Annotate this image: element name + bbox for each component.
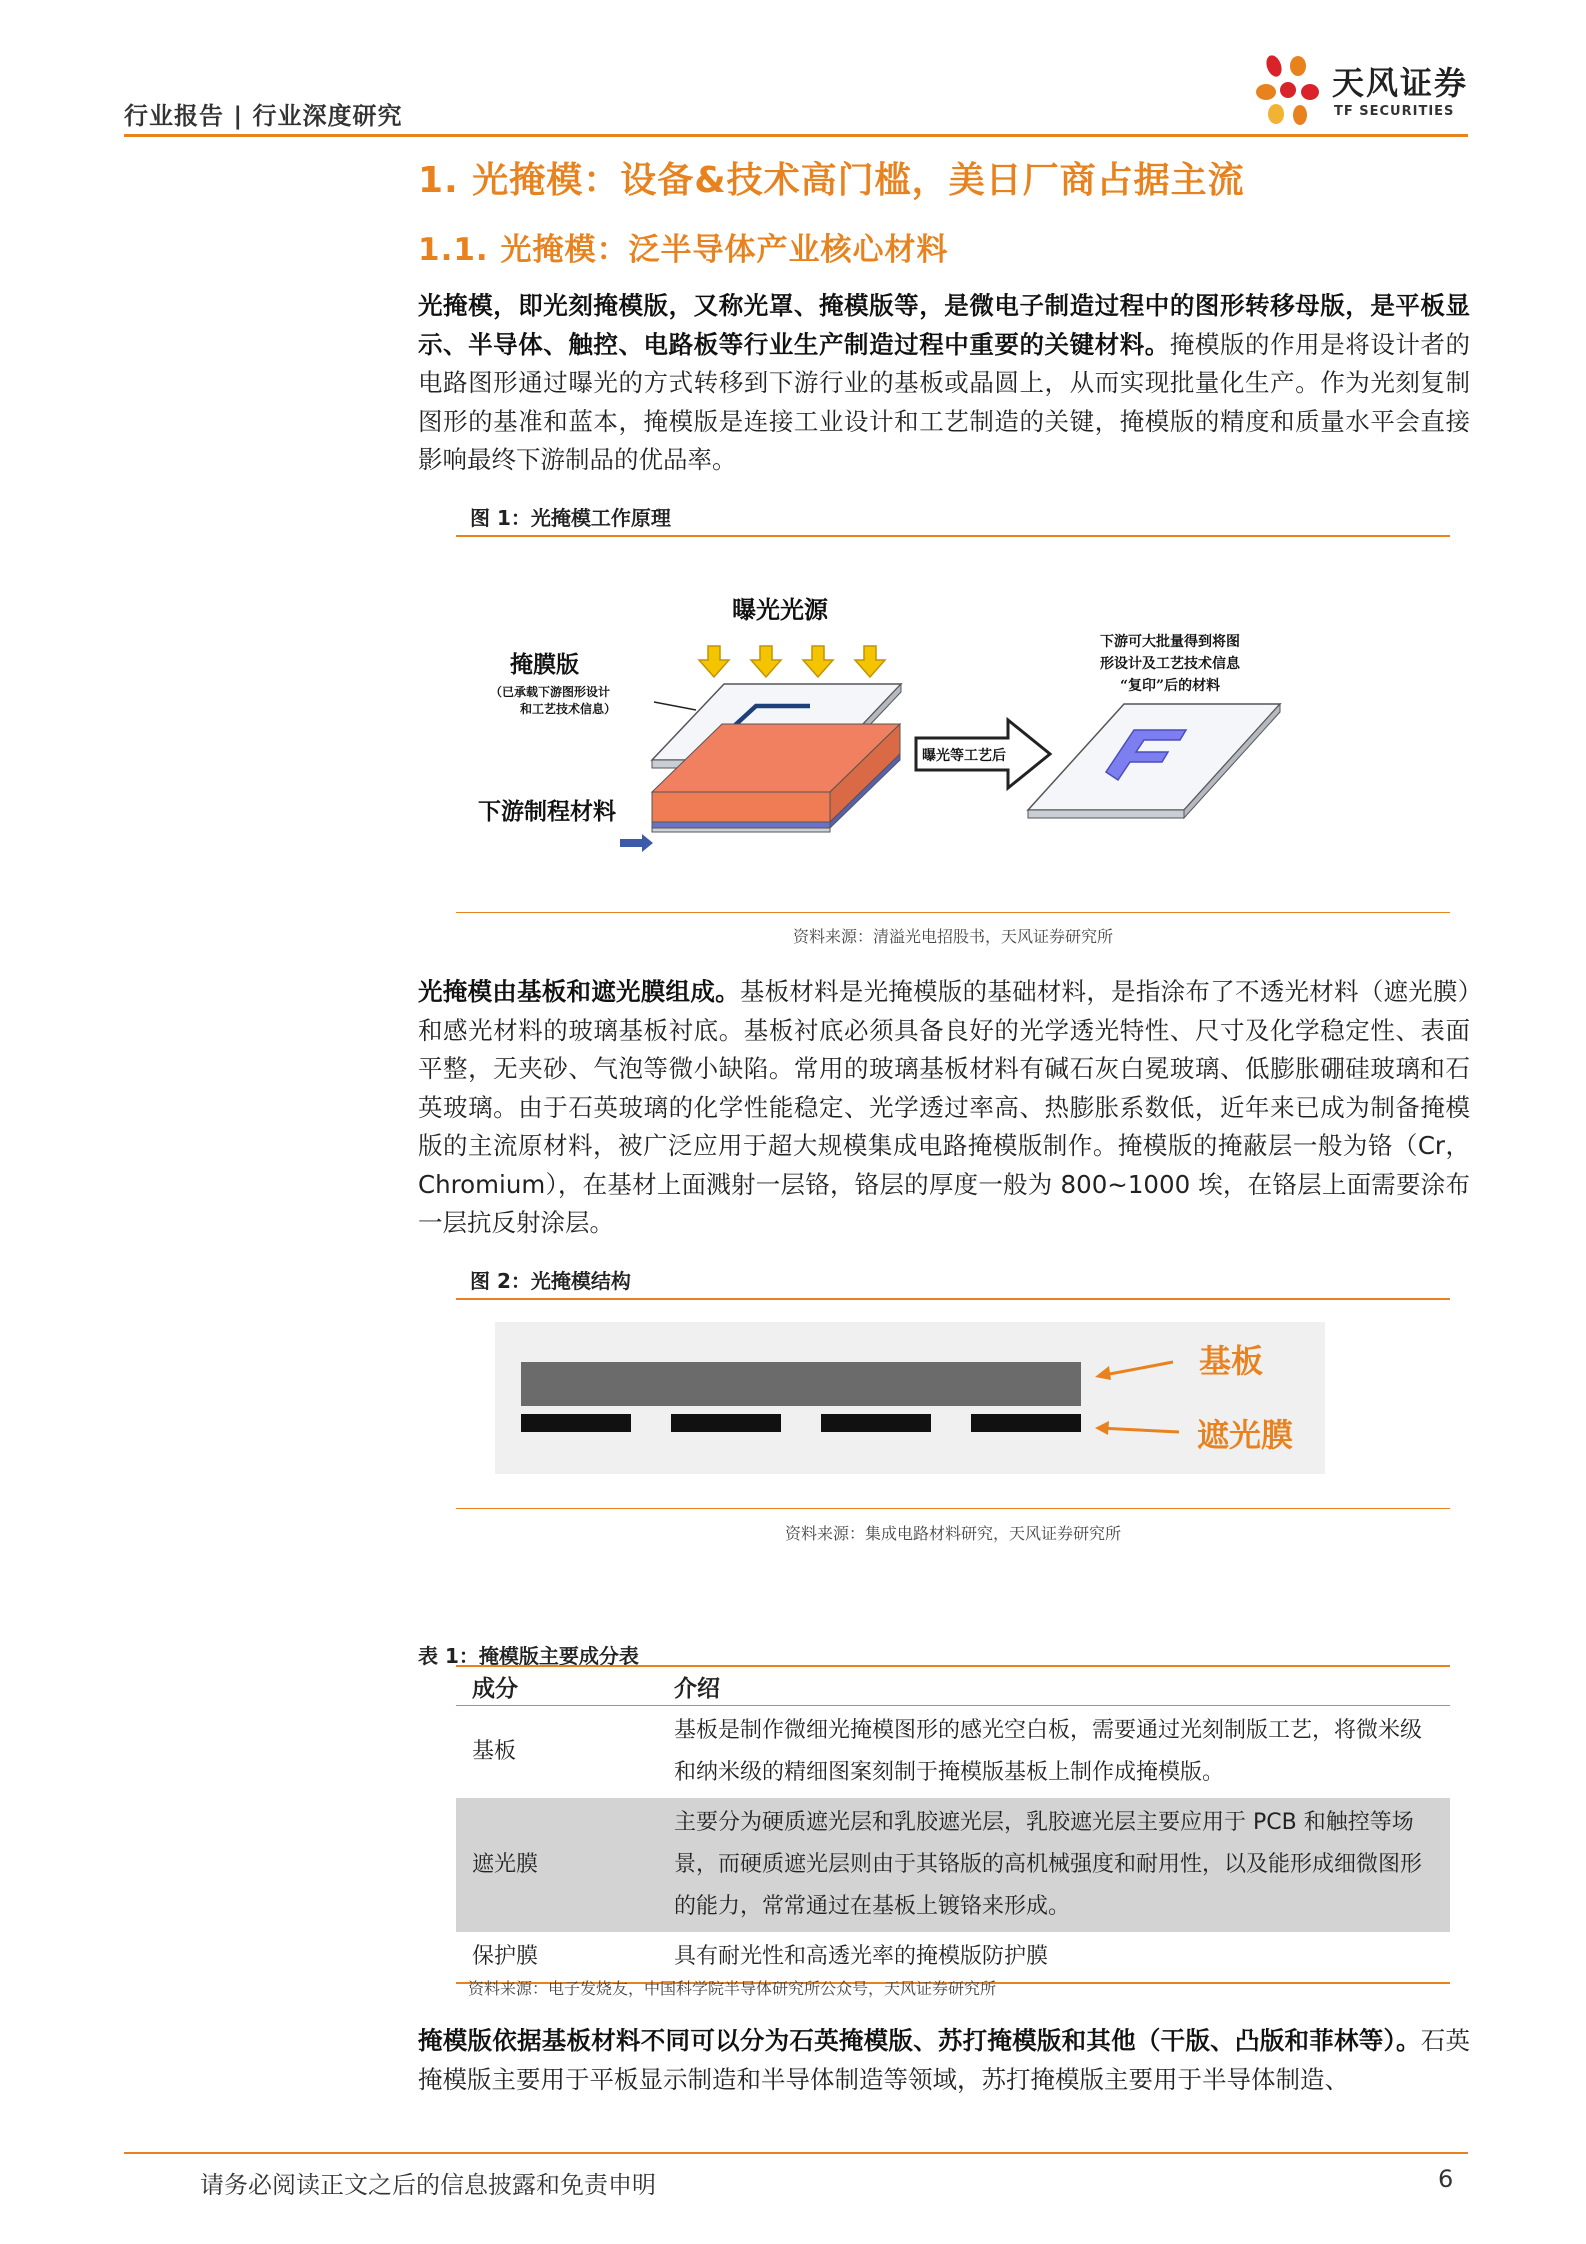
table1-source: 资料来源：电子发烧友，中国科学院半导体研究所公众号，天风证券研究所 (468, 1979, 997, 1998)
figure2-bottom-rule (456, 1508, 1450, 1509)
material-arrow-icon (620, 834, 653, 852)
material-label: 下游制程材料 (478, 798, 616, 825)
figure1-top-rule (456, 535, 1450, 537)
substrate-label: 基板 (1199, 1342, 1264, 1380)
row-description: 主要分为硬质遮光层和乳胶遮光层，乳胶遮光层主要应用于 PCB 和触控等场景，而硬质遮光层则由于其铬版的高机械强度和耐用性，以及能形成细微图形的能力，常常通过在基板上镀铬来形成。 (658, 1798, 1450, 1932)
report-category: 行业报告 | 行业深度研究 (124, 102, 403, 130)
figure1-bottom-rule (456, 912, 1450, 913)
result-line1: 下游可大批量得到将图 (1100, 634, 1240, 650)
table-row (456, 1798, 1450, 1932)
subsection-heading: 1.1. 光掩模：泛半导体产业核心材料 (418, 232, 949, 268)
classification-paragraph (418, 2022, 1470, 2099)
figure2-diagram (495, 1322, 1325, 1474)
composition-paragraph (418, 973, 1470, 1243)
light-source-label: 曝光光源 (732, 595, 828, 624)
section-heading: 1. 光掩模：设备&技术高门槛，美日厂商占据主流 (418, 160, 1245, 201)
intro-rest: 掩模版的作用是将设计者的电路图形通过曝光的方式转移到下游行业的基板或晶圆上，从而实现批量化生产。作为光刻复制图形的基准和蓝本，掩模版是连接工业设计和工艺制造的关键，掩模版的精度和质量水平会直接影响最终下游制品的优品率。 (418, 329, 1470, 474)
patterned-result-plate (1028, 704, 1280, 818)
row-description: 具有耐光性和高透光率的掩模版防护膜 (658, 1932, 1450, 1983)
mask-note-line1: （已承载下游图形设计 (490, 685, 611, 699)
composition-bold: 光掩模由基板和遮光膜组成。 (418, 977, 740, 1006)
film-label: 遮光膜 (1197, 1416, 1294, 1454)
col-header-description: 介绍 (658, 1666, 1450, 1706)
result-line2: 形设计及工艺技术信息 (1100, 656, 1240, 672)
table-row (456, 1706, 1450, 1799)
logo-name-en: TF SECURITIES (1334, 104, 1455, 119)
result-line3: “复印”后的材料 (1120, 678, 1221, 694)
composition-rest: 基板材料是光掩模版的基础材料，是指涂布了不透光材料（遮光膜）和感光材料的玻璃基板衬底。基板衬底必须具备良好的光学透光特性、尺寸及化学稳定性、表面平整，无夹砂、气泡等微小缺陷。常用的玻璃基板材料有碱石灰白冕玻璃、低膨胀硼硅玻璃和石英玻璃。由于石英玻璃的化学性能稳定、光学透过率高、热膨胀系数低，近年来已成为制备掩模版的主流原材料，被广泛应用于超大规模集成电路掩模版制作。掩模版的掩蔽层一般为铬（Cr，Chromium），在基材上面溅射一层铬，铬层的厚度一般为 800~1000 埃，在铬层上面需要涂布一层抗反射涂层。 (418, 977, 1470, 1237)
row-component: 遮光膜 (456, 1798, 658, 1932)
film-arrow-icon (1099, 1428, 1179, 1432)
page-number: 6 (1438, 2165, 1454, 2193)
mask-note-line2: 和工艺技术信息） (520, 702, 617, 716)
figure2-source: 资料来源：集成电路材料研究，天风证券研究所 (784, 1524, 1121, 1543)
row-component: 保护膜 (456, 1932, 658, 1983)
figure2-top-rule (456, 1298, 1450, 1300)
classification-bold: 掩模版依据基板材料不同可以分为石英掩模版、苏打掩模版和其他（干版、凸版和菲林等）。 (418, 2026, 1421, 2055)
footer-disclaimer: 请务必阅读正文之后的信息披露和免责申明 (200, 2171, 656, 2199)
intro-paragraph (418, 287, 1470, 480)
figure1-source: 资料来源：清溢光电招股书，天风证券研究所 (792, 927, 1113, 946)
flower-logo-icon (1252, 52, 1328, 130)
substrate-layer (521, 1362, 1081, 1406)
logo-name-cn: 天风证券 (1332, 64, 1469, 102)
footer-divider (124, 2152, 1468, 2154)
yellow-arrows-icon (699, 646, 885, 677)
figure1-title: 图 1：光掩模工作原理 (470, 506, 671, 530)
process-label: 曝光等工艺后 (922, 748, 1006, 764)
intro-bold: 光掩模，即光刻掩模版，又称光罩、掩模版等，是微电子制造过程中的图形转移母版，是平板显示、半导体、触控、电路板等行业生产制造过程中重要的关键材料。 (418, 291, 1470, 359)
col-header-component: 成分 (456, 1666, 658, 1706)
row-description: 基板是制作微细光掩模图形的感光空白板，需要通过光刻制版工艺，将微米级和纳米级的精细图案刻制于掩模版基板上制作成掩模版。 (674, 1718, 1423, 1785)
table1-title: 表 1：掩模版主要成分表 (418, 1644, 639, 1668)
classification-rest: 石英掩模版主要用于平板显示制造和半导体制造等领域，苏打掩模版主要用于半导体制造、 (418, 2026, 1471, 2094)
chrome-film-segments (521, 1414, 1081, 1432)
mask-pointer-line (654, 702, 696, 710)
figure2-title: 图 2：光掩模结构 (470, 1269, 631, 1293)
mask-label: 掩膜版 (510, 651, 579, 678)
header-divider (124, 134, 1468, 137)
figure1-diagram (456, 560, 1450, 900)
row-component: 基板 (472, 1739, 517, 1764)
company-logo (1252, 52, 1472, 130)
table-header-row (456, 1666, 1450, 1706)
composition-table (456, 1665, 1450, 1984)
